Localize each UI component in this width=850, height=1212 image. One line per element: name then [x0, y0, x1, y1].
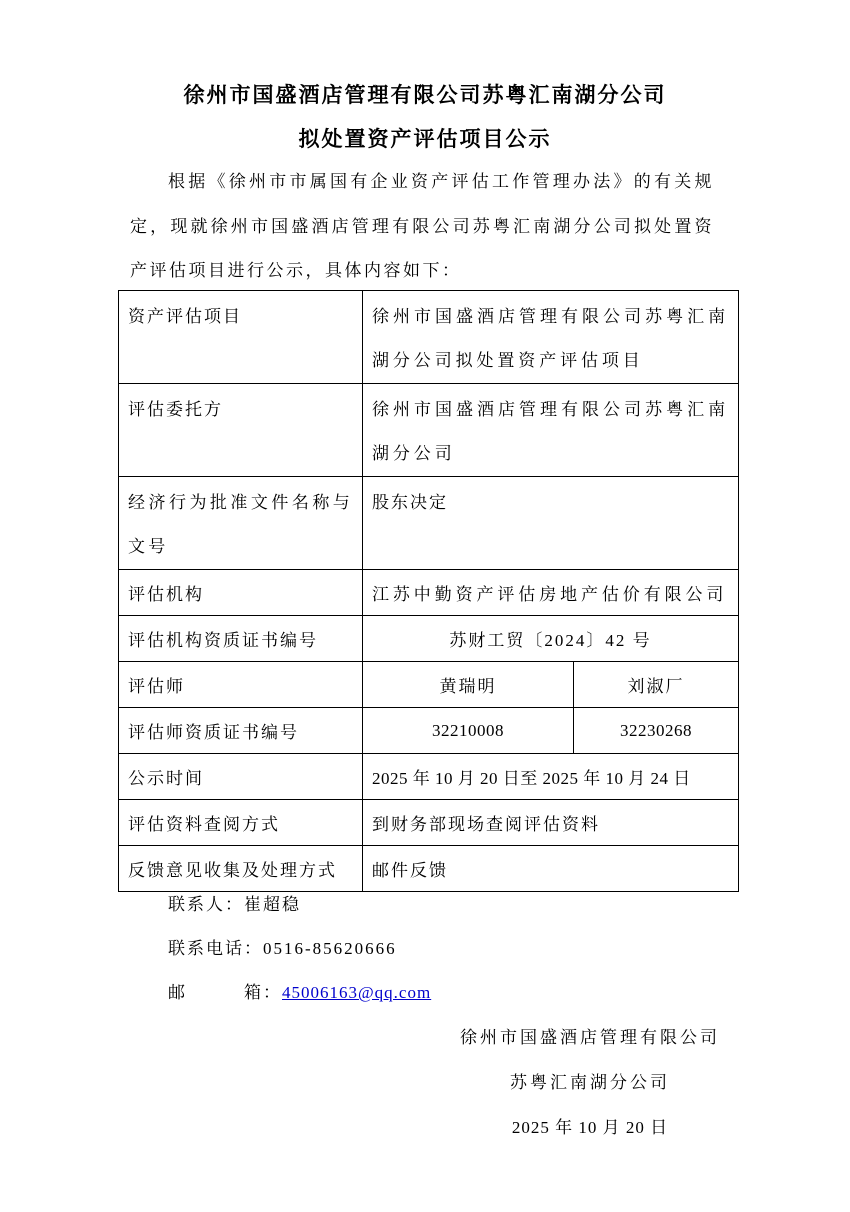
table-row-appraiser-certs [119, 708, 739, 754]
contact-phone-line [130, 927, 690, 971]
row-value: 到财务部现场查阅评估资料 [363, 800, 739, 846]
page-title [0, 74, 850, 162]
row-value-appraiser-1: 黄瑞明 [363, 662, 574, 708]
row-value: 徐州市国盛酒店管理有限公司苏粤汇南湖分公司拟处置资产评估项目 [363, 291, 739, 384]
row-label: 评估机构资质证书编号 [119, 616, 363, 662]
contact-phone-label: 联系电话： [168, 939, 263, 958]
table-row-agency [119, 570, 739, 616]
title-line-2: 拟处置资产评估项目公示 [298, 128, 552, 151]
row-value: 2025 年 10 月 20 日至 2025 年 10 月 24 日 [363, 754, 739, 800]
email-link[interactable]: 45006163@qq.com [282, 983, 432, 1002]
table-row-project [119, 291, 739, 384]
table-row-client [119, 384, 739, 477]
row-value: 邮件反馈 [363, 846, 739, 892]
contact-person-value: 崔超稳 [244, 895, 301, 914]
row-label: 反馈意见收集及处理方式 [119, 846, 363, 892]
row-label: 评估机构 [119, 570, 363, 616]
intro-paragraph: 根据《徐州市市属国有企业资产评估工作管理办法》的有关规定，现就徐州市国盛酒店管理有限公司苏粤汇南湖分公司拟处置资产评估项目进行公示，具体内容如下： [130, 172, 714, 280]
signature-date: 2025 年 10 月 20 日 [511, 1118, 669, 1137]
contact-email-label: 邮 箱： [168, 983, 282, 1002]
signature-company-line-1: 徐州市国盛酒店管理有限公司 [460, 1028, 720, 1047]
row-label: 评估委托方 [119, 384, 363, 477]
table-row-review-method [119, 800, 739, 846]
signature-block [430, 1015, 750, 1150]
contact-section [130, 883, 690, 1015]
row-value-appraiser-2: 刘淑厂 [574, 662, 739, 708]
row-label: 资产评估项目 [119, 291, 363, 384]
row-value: 江苏中勤资产评估房地产估价有限公司 [363, 570, 739, 616]
contact-phone-value: 0516-85620666 [263, 939, 397, 958]
contact-email-line [130, 971, 690, 1015]
table-row-approval-doc [119, 477, 739, 570]
row-value-cert-1: 32210008 [363, 708, 574, 754]
row-value: 苏财工贸〔2024〕42 号 [363, 616, 739, 662]
row-label: 评估师 [119, 662, 363, 708]
row-value-cert-2: 32230268 [574, 708, 739, 754]
title-line-1: 徐州市国盛酒店管理有限公司苏粤汇南湖分公司 [183, 84, 667, 107]
contact-person-label: 联系人： [168, 895, 244, 914]
row-label: 公示时间 [119, 754, 363, 800]
row-label: 评估资料查阅方式 [119, 800, 363, 846]
table-row-agency-cert [119, 616, 739, 662]
signature-company-line-2: 苏粤汇南湖分公司 [510, 1073, 670, 1092]
table-row-publicity-period [119, 754, 739, 800]
row-label: 评估师资质证书编号 [119, 708, 363, 754]
contact-person-line [130, 883, 690, 927]
table-row-appraisers [119, 662, 739, 708]
assessment-info-table [118, 290, 739, 892]
row-value: 徐州市国盛酒店管理有限公司苏粤汇南湖分公司 [363, 384, 739, 477]
row-value: 股东决定 [363, 477, 739, 570]
row-label: 经济行为批准文件名称与文号 [119, 477, 363, 570]
